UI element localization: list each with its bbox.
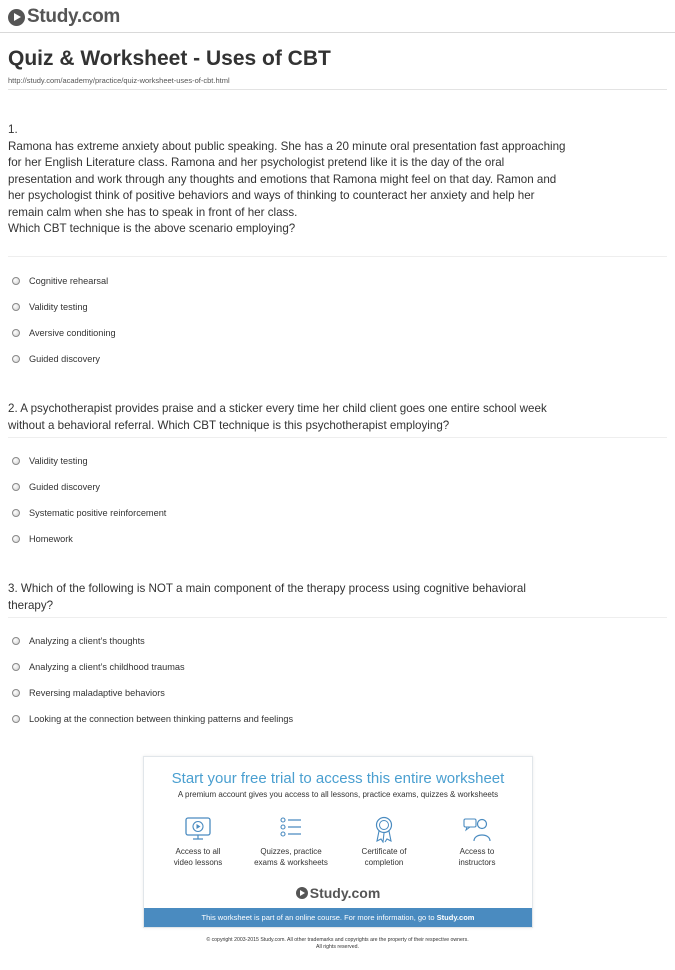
list-icon — [276, 815, 306, 843]
feature-video-lessons — [153, 815, 243, 868]
title-divider — [8, 89, 667, 90]
radio-icon[interactable] — [12, 329, 20, 337]
promo-brand: Study.com — [309, 885, 381, 901]
option-label: Reversing maladaptive behaviors — [29, 688, 165, 698]
feature-label: Access to instructors — [458, 847, 496, 867]
header-divider — [0, 32, 675, 33]
study-link[interactable]: Study.com — [436, 913, 475, 922]
question-divider — [8, 437, 667, 438]
answer-options-1 — [12, 268, 116, 372]
question-2 — [8, 401, 568, 434]
play-icon — [8, 9, 25, 26]
copyright-line: All rights reserved. — [316, 944, 359, 950]
copyright-line: © copyright 2003-2015 Study.com. All other trademarks and copyrights are the property of their respective owners. — [206, 937, 469, 943]
radio-icon[interactable] — [12, 303, 20, 311]
answer-option[interactable] — [12, 706, 293, 732]
page-url[interactable]: http://study.com/academy/practice/quiz-worksheet-uses-of-cbt.html — [8, 76, 230, 85]
option-label: Systematic positive reinforcement — [29, 508, 167, 518]
copyright — [0, 937, 675, 951]
instructor-icon — [462, 815, 492, 843]
feature-instructors — [432, 815, 522, 868]
answer-option[interactable] — [12, 680, 293, 706]
answer-option[interactable] — [12, 500, 166, 526]
question-1 — [8, 122, 568, 238]
option-label: Analyzing a client’s thoughts — [29, 636, 145, 646]
brand-name: Study.com — [27, 6, 121, 27]
option-label: Guided discovery — [29, 482, 100, 492]
radio-icon[interactable] — [12, 663, 20, 671]
page-title: Quiz & Worksheet - Uses of CBT — [8, 47, 331, 70]
radio-icon[interactable] — [12, 715, 20, 723]
radio-icon[interactable] — [12, 483, 20, 491]
question-text: 2. A psychotherapist provides praise and a sticker every time her child client goes one entire school week without a behavioral referral. Which CBT technique is this psychotherapist employing? — [8, 402, 547, 432]
radio-icon[interactable] — [12, 355, 20, 363]
radio-icon[interactable] — [12, 689, 20, 697]
option-label: Looking at the connection between thinking patterns and feelings — [29, 714, 294, 724]
promo-logo[interactable] — [144, 885, 532, 901]
answer-option[interactable] — [12, 346, 116, 372]
option-label: Validity testing — [29, 456, 88, 466]
answer-option[interactable] — [12, 628, 293, 654]
option-label: Validity testing — [29, 302, 88, 312]
promo-subline: A premium account gives you access to all lessons, practice exams, quizzes & worksheets — [177, 790, 499, 799]
feature-label: Quizzes, practice exams & worksheets — [254, 847, 328, 867]
promo-headline[interactable]: Start your free trial to access this entire worksheet — [171, 770, 505, 787]
video-lesson-icon — [183, 815, 213, 843]
answer-option[interactable] — [12, 654, 293, 680]
question-text: 3. Which of the following is NOT a main component of the therapy process using cognitive behavioral therapy? — [8, 582, 526, 612]
answer-option[interactable] — [12, 268, 116, 294]
course-info-text: This worksheet is part of an online course. For more information, go to — [201, 913, 435, 922]
option-label: Analyzing a client’s childhood traumas — [29, 662, 185, 672]
course-info-bar — [144, 908, 532, 927]
feature-certificate — [339, 815, 429, 868]
radio-icon[interactable] — [12, 637, 20, 645]
answer-options-3 — [12, 628, 293, 732]
question-divider — [8, 617, 667, 618]
answer-option[interactable] — [12, 294, 116, 320]
answer-option[interactable] — [12, 320, 116, 346]
question-number: 1. — [8, 123, 18, 136]
play-icon — [296, 887, 308, 899]
feature-quizzes — [246, 815, 336, 868]
answer-option[interactable] — [12, 526, 166, 552]
option-label: Guided discovery — [29, 354, 100, 364]
question-divider — [8, 256, 667, 257]
answer-options-2 — [12, 448, 166, 552]
radio-icon[interactable] — [12, 457, 20, 465]
premium-promo — [143, 756, 533, 928]
option-label: Aversive conditioning — [29, 328, 116, 338]
radio-icon[interactable] — [12, 277, 20, 285]
answer-option[interactable] — [12, 448, 166, 474]
question-3 — [8, 581, 568, 614]
certificate-icon — [369, 815, 399, 843]
option-label: Cognitive rehearsal — [29, 276, 109, 286]
question-prompt: Which CBT technique is the above scenario employing? — [8, 222, 296, 235]
option-label: Homework — [29, 534, 73, 544]
feature-label: Access to all video lessons — [173, 847, 223, 867]
radio-icon[interactable] — [12, 509, 20, 517]
radio-icon[interactable] — [12, 535, 20, 543]
study-logo[interactable] — [8, 6, 120, 28]
question-text: Ramona has extreme anxiety about public speaking. She has a 20 minute oral presentation fast approaching for her English Literature class. Ramona and her psychologist pretend like it is the day of the oral presentation and work through any thoughts and emotions that Ramona might feel on that day. Ramon and her psychologist think of positive behaviors and ways of thinking to counteract her anxiety and help her remain calm when she has to speak in front of her class. — [8, 139, 566, 219]
answer-option[interactable] — [12, 474, 166, 500]
feature-label: Certificate of completion — [361, 847, 407, 867]
